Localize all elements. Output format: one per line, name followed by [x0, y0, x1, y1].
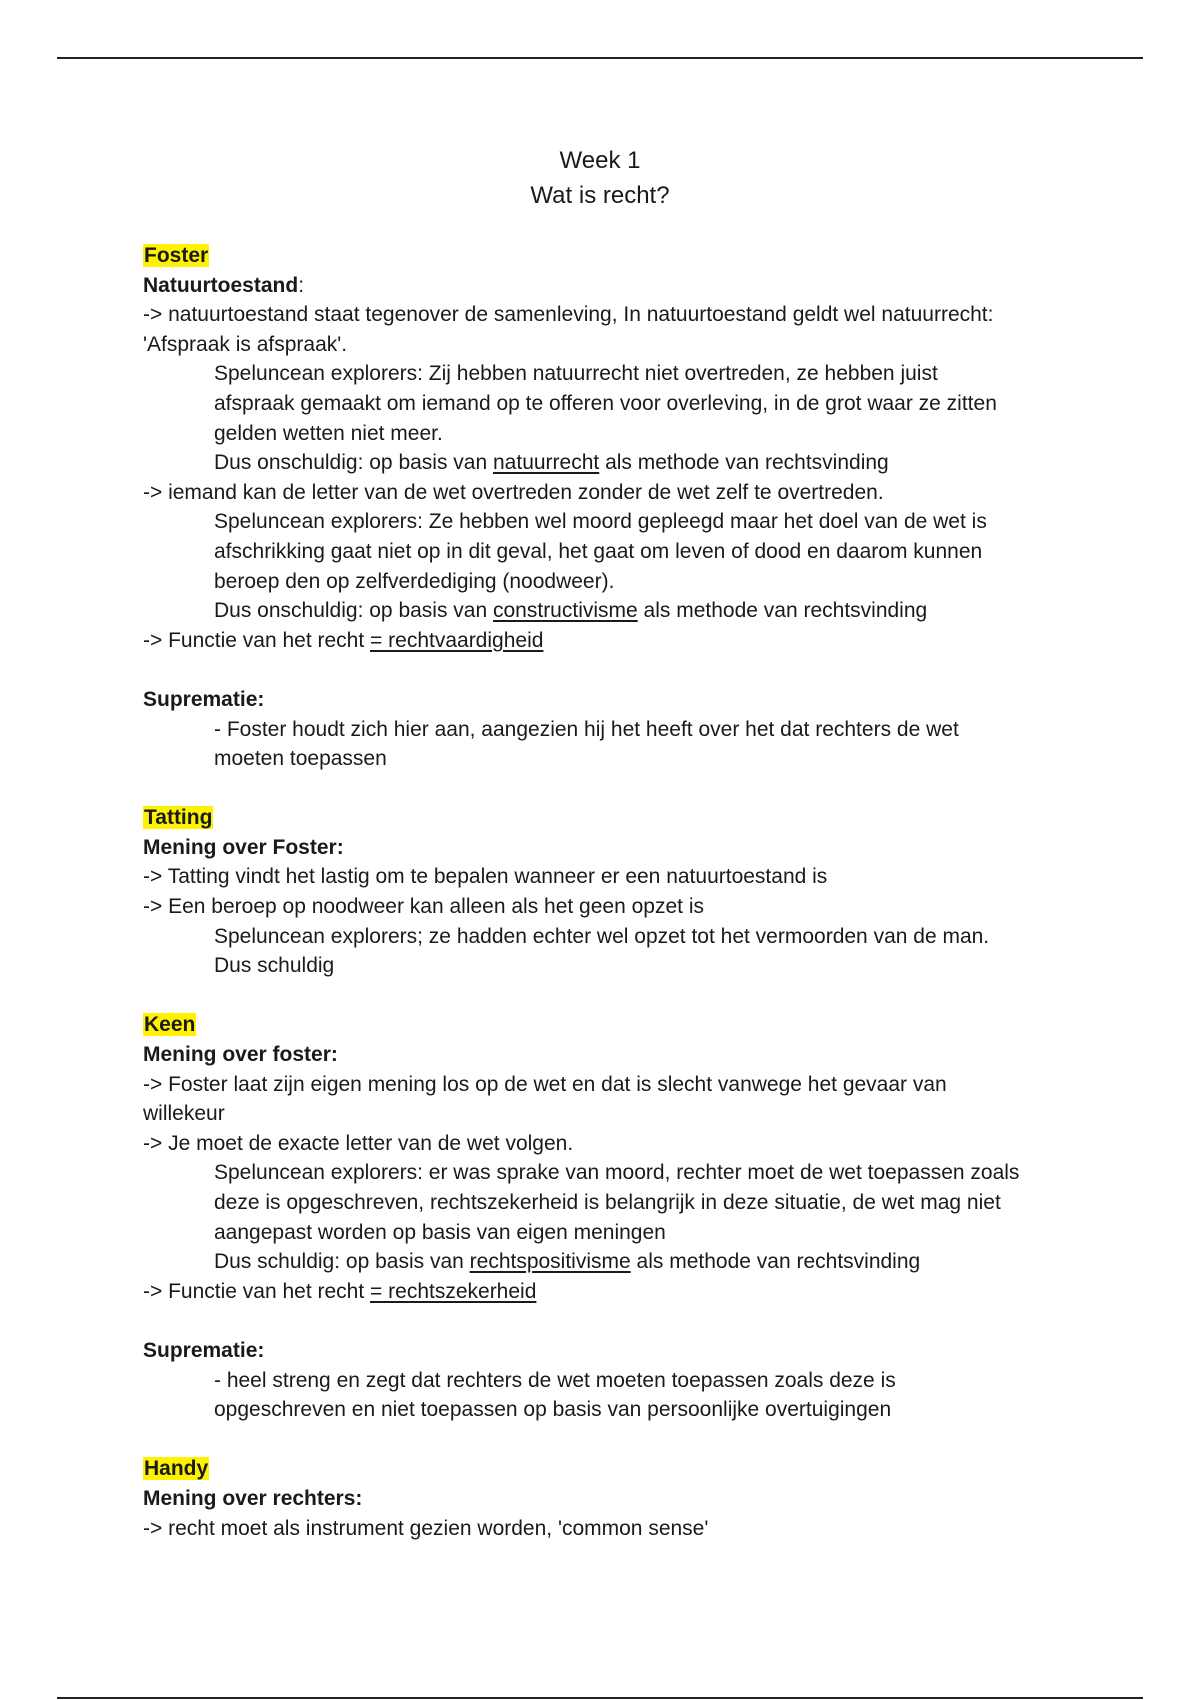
- indented-line: afspraak gemaakt om iemand op te offeren voor overleving, in de grot waar ze zitten: [214, 391, 997, 415]
- underlined-term: constructivisme: [493, 599, 638, 623]
- section-heading-handy: Handy: [144, 1457, 209, 1481]
- text-line: -> natuurtoestand staat tegenover de samenleving, In natuurtoestand geldt wel natuurrecht:: [143, 303, 994, 327]
- indented-line: Dus schuldig: [214, 954, 335, 978]
- bottom-rule: [57, 1697, 1143, 1699]
- indented-line: Speluncean explorers: Ze hebben wel moord gepleegd maar het doel van de wet is: [214, 510, 987, 534]
- text-line: -> Je moet de exacte letter van de wet volgen.: [143, 1131, 574, 1155]
- indented-line: - heel streng en zegt dat rechters de wet moeten toepassen zoals deze is: [214, 1368, 896, 1392]
- week-label: Week 1: [559, 147, 641, 174]
- subheading-natuurtoestand: Natuurtoestand: [143, 273, 299, 297]
- text-line: -> Foster laat zijn eigen mening los op de wet en dat is slecht vanwege het gevaar van: [143, 1072, 947, 1096]
- function-line: -> Functie van het recht = rechtvaardigheid: [143, 628, 544, 652]
- indented-line: Speluncean explorers: er was sprake van moord, rechter moet de wet toepassen zoals: [214, 1161, 1020, 1185]
- function-line: -> Functie van het recht = rechtszekerheid: [143, 1279, 537, 1303]
- document-header: [0, 143, 1200, 213]
- colon: :: [298, 273, 305, 297]
- subheading-mening: Mening over Foster:: [143, 835, 344, 859]
- indented-line: afschrikking gaat niet op in dit geval, het gaat om leven of dood en daarom kunnen: [214, 539, 983, 563]
- text-line: willekeur: [143, 1102, 225, 1126]
- section-heading-tatting: Tatting: [144, 806, 213, 830]
- conclusion-line: Dus schuldig: op basis van rechtspositivisme als methode van rechtsvinding: [214, 1250, 921, 1274]
- subheading-mening: Mening over rechters:: [143, 1486, 363, 1510]
- text-line: -> recht moet als instrument gezien worden, 'common sense': [143, 1516, 709, 1540]
- text-line: -> Tatting vindt het lastig om te bepalen wanneer er een natuurtoestand is: [143, 865, 828, 889]
- subheading-suprematie: Suprematie:: [143, 1338, 265, 1362]
- underlined-term: natuurrecht: [493, 451, 600, 475]
- text-line: -> Een beroep op noodweer kan alleen als het geen opzet is: [143, 895, 704, 919]
- page-title: Wat is recht?: [530, 182, 670, 209]
- top-rule: [57, 57, 1143, 59]
- conclusion-line: Dus onschuldig: op basis van constructivisme als methode van rechtsvinding: [214, 599, 928, 623]
- indented-line: deze is opgeschreven, rechtszekerheid is belangrijk in deze situatie, de wet mag niet: [214, 1191, 1001, 1214]
- indented-line: Speluncean explorers: Zij hebben natuurrecht niet overtreden, ze hebben juist: [214, 362, 938, 386]
- indented-line: Speluncean explorers; ze hadden echter wel opzet tot het vermoorden van de man.: [214, 924, 990, 948]
- indented-line: gelden wetten niet meer.: [214, 421, 443, 445]
- text-line: 'Afspraak is afspraak'.: [143, 332, 348, 356]
- section-heading-keen: Keen: [144, 1013, 196, 1037]
- section-heading-foster: Foster: [144, 244, 209, 267]
- underlined-term: = rechtszekerheid: [370, 1279, 537, 1303]
- indented-line: aangepast worden op basis van eigen meningen: [214, 1220, 666, 1244]
- indented-line: opgeschreven en niet toepassen op basis van persoonlijke overtuigingen: [214, 1398, 892, 1422]
- indented-line: moeten toepassen: [214, 747, 387, 771]
- subheading-suprematie: Suprematie:: [143, 687, 265, 711]
- conclusion-line: Dus onschuldig: op basis van natuurrecht als methode van rechtsvinding: [214, 451, 889, 475]
- text-line: -> iemand kan de letter van de wet overtreden zonder de wet zelf te overtreden.: [143, 480, 884, 504]
- indented-line: beroep den op zelfverdediging (noodweer).: [214, 569, 615, 593]
- underlined-term: rechtspositivisme: [469, 1250, 631, 1274]
- underlined-term: = rechtvaardigheid: [370, 628, 544, 652]
- subheading-mening: Mening over foster:: [143, 1043, 338, 1067]
- indented-line: - Foster houdt zich hier aan, aangezien hij het heeft over het dat rechters de wet: [214, 717, 959, 741]
- document-body: [143, 241, 1083, 1543]
